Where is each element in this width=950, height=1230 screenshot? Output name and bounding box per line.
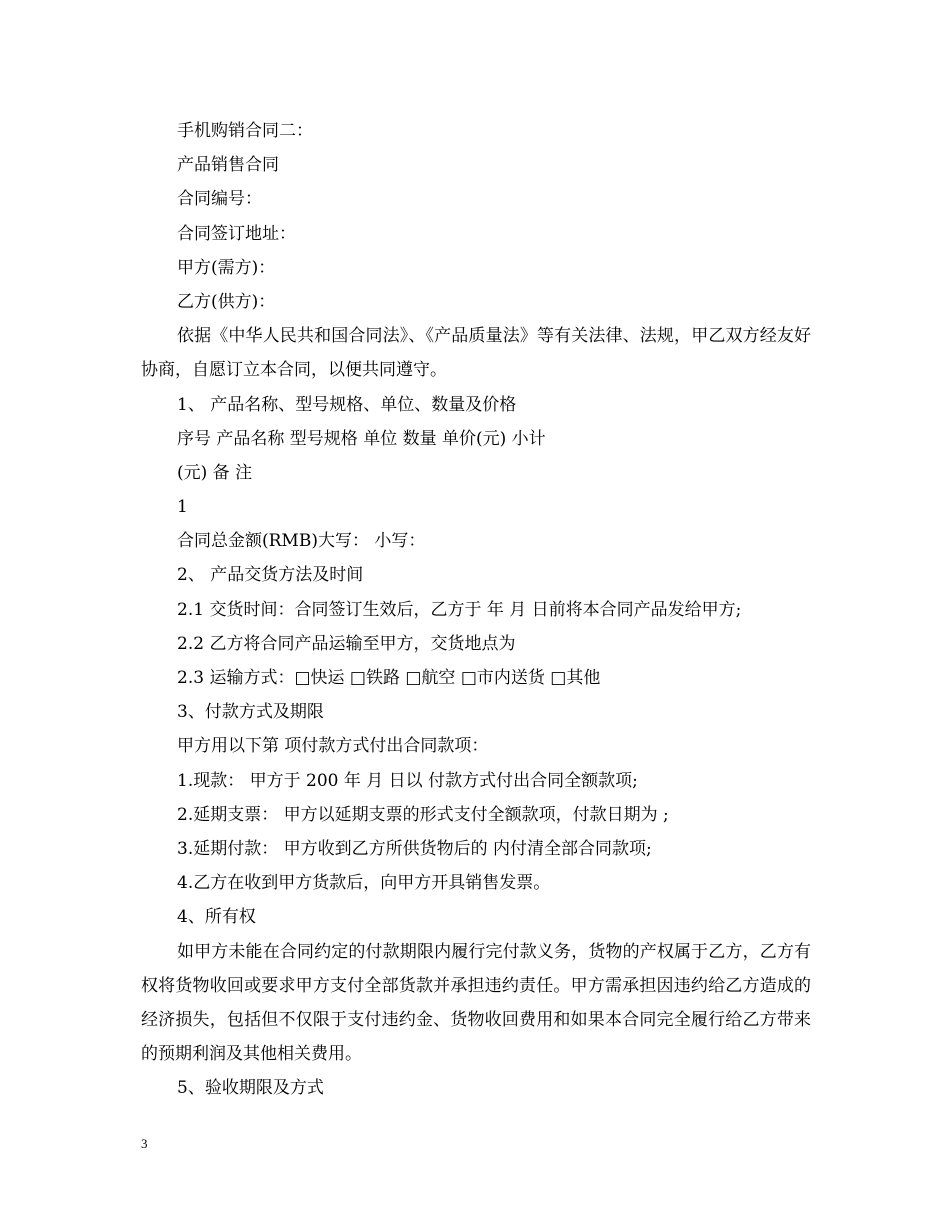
clause-2-1: 2.1 交货时间：合同签订生效后，乙方于 年 月 日前将本合同产品发给甲方; [177, 599, 742, 620]
contract-address-field: 合同签订地址： [177, 223, 296, 244]
product-table-row: 1 [177, 497, 188, 518]
payment-option-2: 2.延期支票： 甲方以延期支票的形式支付全额款项，付款日期为 ; [177, 804, 669, 825]
party-a-field: 甲方(需方)： [177, 257, 276, 278]
clause-3-heading: 3、付款方式及期限 [177, 702, 324, 723]
document-body [141, 114, 817, 1106]
payment-option-1: 1.现款： 甲方于 200 年 月 日以 付款方式付出合同全额款项; [177, 770, 638, 791]
total-amount-line: 合同总金额(RMB)大写： 小写： [177, 531, 426, 552]
ownership-paragraph: 如甲方未能在合同约定的付款期限内履行完付款义务，货物的产权属于乙方，乙方有权将货物收回或要求甲方支付全部货款并承担违约责任。甲方需承担因违约给乙方造成的经济损失，包括但不仅限于支付违约金、货物收回费用和如果本合同完全履行给乙方带来的预期利润及其他相关费用。 [141, 941, 811, 1065]
clause-1-heading: 1、 产品名称、型号规格、单位、数量及价格 [177, 394, 517, 415]
contract-title: 产品销售合同 [177, 155, 279, 176]
preamble-paragraph: 依据《中华人民共和国合同法》、《产品质量法》等有关法律、法规，甲乙双方经友好协商，自愿订立本合同，以便共同遵守。 [141, 326, 811, 381]
page-number: 3 [141, 1136, 148, 1151]
party-b-field: 乙方(供方)： [177, 291, 276, 312]
clause-2-3: 2.3 运输方式：□快运 □铁路 □航空 □市内送货 □其他 [177, 668, 601, 689]
clause-2-2: 2.2 乙方将合同产品运输至甲方，交货地点为 [177, 633, 516, 654]
clause-3-intro: 甲方用以下第 项付款方式付出合同款项： [177, 736, 489, 757]
section-heading: 手机购销合同二： [177, 121, 313, 141]
product-table-header: 序号 产品名称 型号规格 单位 数量 单价(元) 小计 [177, 428, 546, 449]
payment-option-3: 3.延期付款： 甲方收到乙方所供货物后的 内付清全部合同款项; [177, 838, 652, 859]
clause-5-heading: 5、验收期限及方式 [177, 1078, 324, 1099]
product-table-header-cont: (元) 备 注 [177, 462, 253, 483]
clause-2-heading: 2、 产品交货方法及时间 [177, 565, 364, 586]
contract-number-field: 合同编号： [177, 189, 262, 210]
payment-option-4: 4.乙方在收到甲方货款后，向甲方开具销售发票。 [177, 873, 551, 894]
clause-4-heading: 4、所有权 [177, 907, 256, 928]
